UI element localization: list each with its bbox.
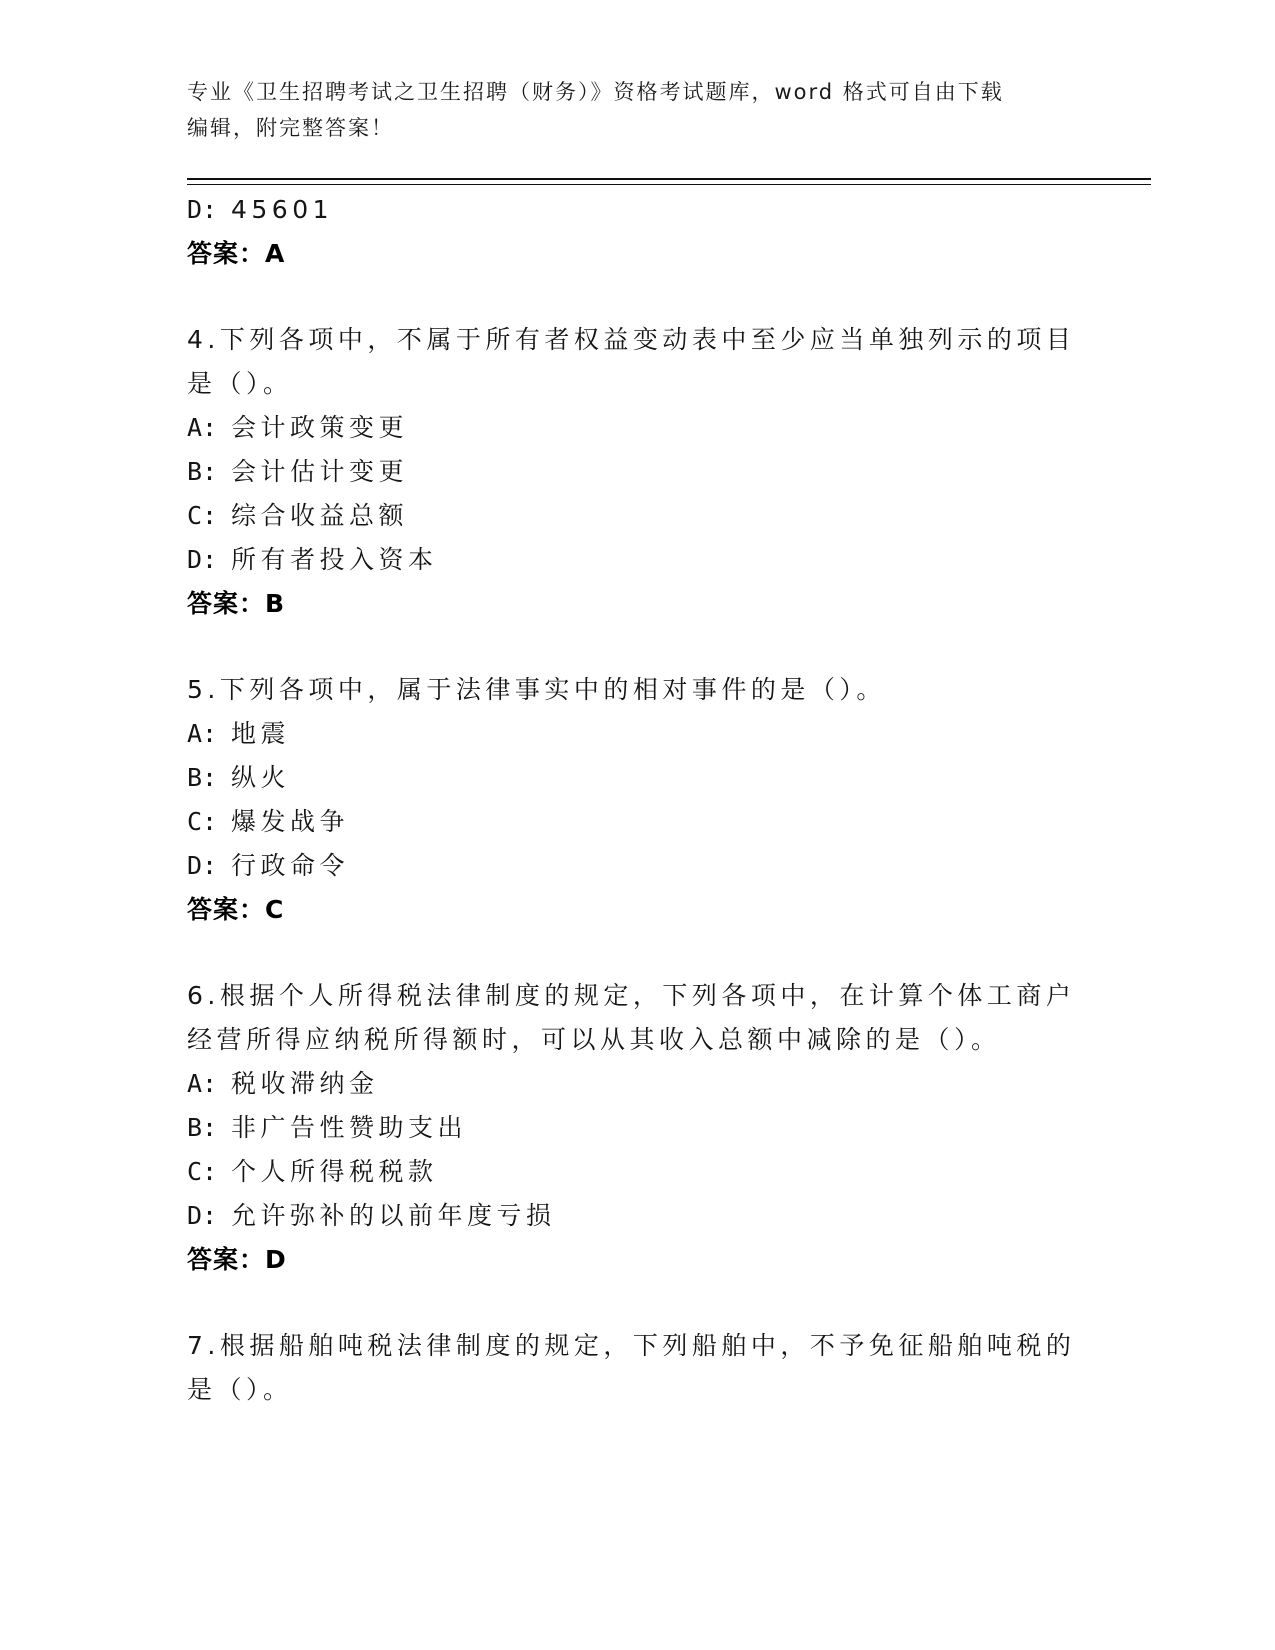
option-label: A: (187, 719, 218, 748)
option-text: 允许弥补的以前年度亏损 (231, 1201, 556, 1230)
answer-line: 答案：B (187, 589, 286, 618)
option-text: 行政命令 (231, 851, 350, 880)
document-header (187, 74, 1067, 146)
option-label: A: (187, 1069, 218, 1098)
option-label: C: (187, 501, 218, 530)
question-stem: 7.根据船舶吨税法律制度的规定，下列船舶中，不予免征船舶吨税的 (187, 1331, 1076, 1360)
question-stem-continued: 是（）。 (187, 369, 293, 398)
option-c (187, 499, 408, 533)
option-c (187, 1155, 438, 1189)
option-d (187, 193, 333, 227)
question-stem-continued: 是（）。 (187, 1375, 293, 1404)
option-b (187, 455, 408, 489)
answer-line: 答案：D (187, 1245, 287, 1274)
option-d (187, 849, 349, 883)
question-stem: 4.下列各项中，不属于所有者权益变动表中至少应当单独列示的项目 (187, 325, 1076, 354)
option-text: 税收滞纳金 (231, 1069, 379, 1098)
header-divider-thick (187, 178, 1151, 180)
option-label: D: (187, 545, 218, 574)
option-label: D: (187, 1201, 218, 1230)
option-label: A: (187, 413, 218, 442)
option-text: 所有者投入资本 (231, 545, 438, 574)
question-stem: 6.根据个人所得税法律制度的规定，下列各项中，在计算个体工商户 (187, 981, 1076, 1010)
answer-line: 答案：A (187, 239, 286, 268)
option-label: B: (187, 1113, 218, 1142)
option-label: D: (187, 195, 218, 224)
option-text: 会计估计变更 (231, 457, 409, 486)
option-a (187, 717, 290, 751)
answer-line: 答案：C (187, 895, 285, 924)
header-divider-thin (187, 184, 1151, 185)
option-label: B: (187, 763, 218, 792)
option-text: 爆发战争 (231, 807, 350, 836)
option-text: 会计政策变更 (231, 413, 409, 442)
option-c (187, 805, 349, 839)
option-text: 综合收益总额 (231, 501, 409, 530)
option-b (187, 761, 290, 795)
option-text: 45601 (231, 195, 334, 224)
header-line-1: 专业《卫生招聘考试之卫生招聘（财务）》资格考试题库，word 格式可自由下载 (187, 80, 1004, 104)
option-label: C: (187, 807, 218, 836)
header-line-2: 编辑，附完整答案！ (187, 116, 394, 140)
option-d (187, 1199, 556, 1233)
option-text: 个人所得税税款 (231, 1157, 438, 1186)
option-d (187, 543, 438, 577)
option-text: 非广告性赞助支出 (231, 1113, 468, 1142)
question-stem: 5.下列各项中，属于法律事实中的相对事件的是（）。 (187, 675, 886, 704)
option-label: B: (187, 457, 218, 486)
option-text: 地震 (231, 719, 291, 748)
option-label: C: (187, 1157, 218, 1186)
option-a (187, 1067, 379, 1101)
option-b (187, 1111, 467, 1145)
question-stem-continued: 经营所得应纳税所得额时，可以从其收入总额中减除的是（）。 (187, 1025, 1001, 1054)
option-text: 纵火 (231, 763, 291, 792)
option-label: D: (187, 851, 218, 880)
option-a (187, 411, 408, 445)
